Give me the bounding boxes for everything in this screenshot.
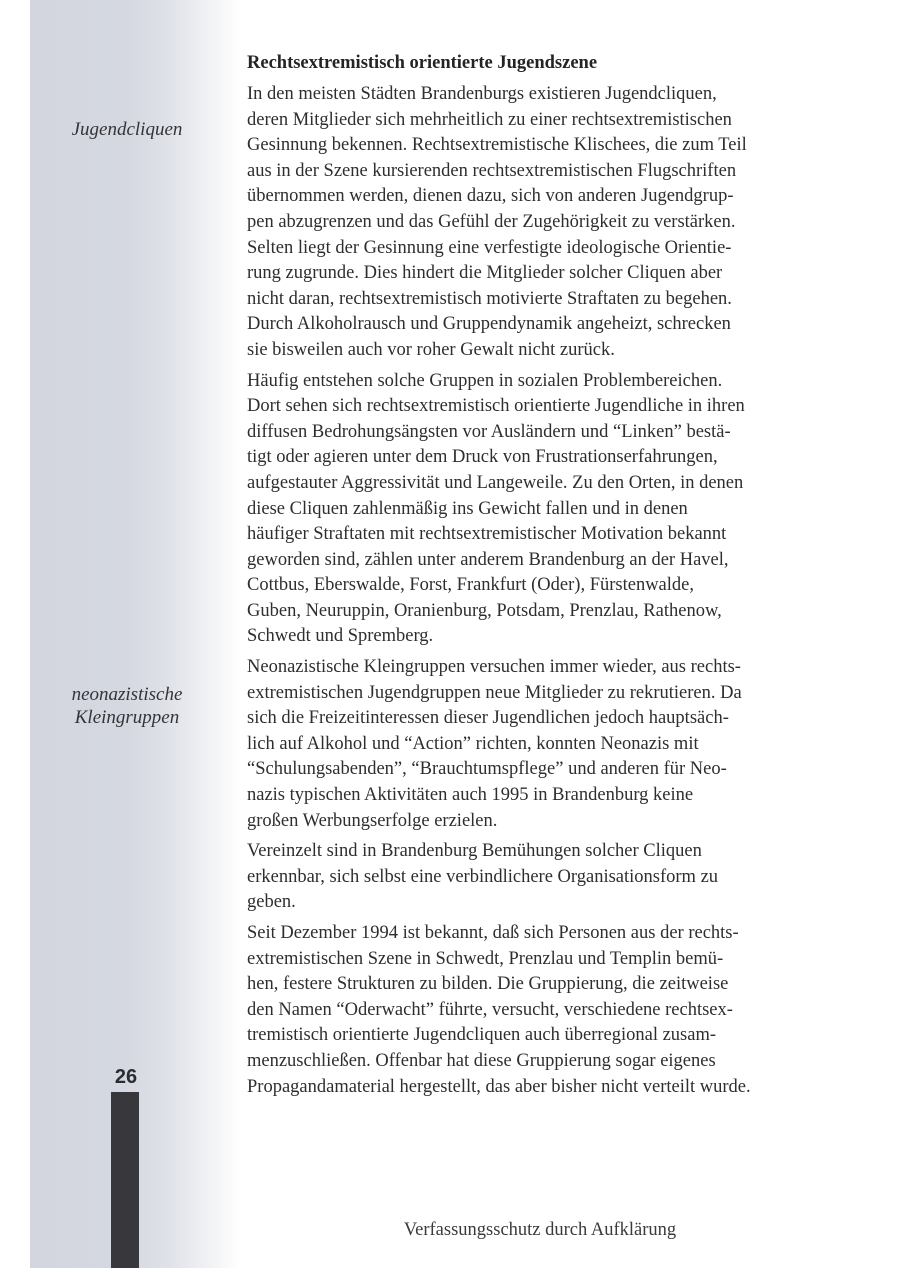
text-line: Neonazistische Kleingruppen versuchen immer wieder, aus rechts- <box>247 657 741 678</box>
text-line: rung zugrunde. Dies hindert die Mitglieder solcher Cliquen aber <box>247 263 723 284</box>
text-line: sich die Freizeitinteressen dieser Jugendlichen jedoch hauptsäch- <box>247 708 729 729</box>
text-line: sie bisweilen auch vor roher Gewalt nicht zurück. <box>247 339 615 360</box>
text-line: erkennbar, sich selbst eine verbindlichere Organisationsform zu <box>247 866 719 887</box>
main-content <box>247 52 847 1105</box>
text-line: lich auf Alkohol und “Action” richten, konnten Neonazis mit <box>247 733 699 754</box>
text-line: menzuschließen. Offenbar hat diese Gruppierung sogar eigenes <box>247 1050 716 1071</box>
text-line: großen Werbungserfolge erzielen. <box>247 810 498 831</box>
text-line: geben. <box>247 892 296 913</box>
text-line: tigt oder agieren unter dem Druck von Frustrationserfahrungen, <box>247 447 718 468</box>
paragraph-3 <box>247 655 847 834</box>
text-line: Dort sehen sich rechtsextremistisch orientierte Jugendliche in ihren <box>247 396 745 417</box>
text-line: Häufig entstehen solche Gruppen in sozialen Problembereichen. <box>247 370 723 391</box>
text-line: aus in der Szene kursierenden rechtsextremistischen Flugschriften <box>247 160 737 181</box>
text-line: diffusen Bedrohungsängsten vor Ausländern und “Linken” bestä- <box>247 421 731 442</box>
text-line: geworden sind, zählen unter anderem Brandenburg an der Havel, <box>247 549 729 570</box>
text-line: hen, festere Strukturen zu bilden. Die Gruppierung, die zeitweise <box>247 974 729 995</box>
text-line: Selten liegt der Gesinnung eine verfestigte ideologische Orientie- <box>247 237 732 258</box>
text-line: Gesinnung bekennen. Rechtsextremistische Klischees, die zum Teil <box>247 135 747 156</box>
text-line: “Schulungsabenden”, “Brauchtumspflege” und anderen für Neo- <box>247 759 727 780</box>
text-line: deren Mitglieder sich mehrheitlich zu einer rechtsextremistischen <box>247 109 732 130</box>
margin-note-jugendcliquen <box>37 118 217 141</box>
margin-note-line: Jugendcliquen <box>71 119 183 140</box>
text-line: Schwedt und Spremberg. <box>247 626 434 647</box>
text-line: Propagandamaterial hergestellt, das aber bisher nicht verteilt wurde. <box>247 1076 751 1097</box>
page-footer: Verfassungsschutz durch Aufklärung <box>403 1220 677 1240</box>
paragraph-1 <box>247 82 847 364</box>
text-line: Cottbus, Eberswalde, Forst, Frankfurt (Oder), Fürstenwalde, <box>247 575 694 596</box>
text-line: Durch Alkoholrausch und Gruppendynamik angeheizt, schrecken <box>247 314 731 335</box>
text-line: nazis typischen Aktivitäten auch 1995 in Brandenburg keine <box>247 785 694 806</box>
text-line: tremistisch orientierte Jugendcliquen auch überregional zusam- <box>247 1025 717 1046</box>
text-line: häufiger Straftaten mit rechtsextremistischer Motivation bekannt <box>247 524 727 545</box>
paragraph-4 <box>247 839 847 916</box>
text-line: extremistischen Szene in Schwedt, Prenzlau und Templin bemü- <box>247 948 724 969</box>
margin-note-line: neonazistische <box>71 684 183 705</box>
text-line: In den meisten Städten Brandenburgs existieren Jugendcliquen, <box>247 84 717 104</box>
page-number: 26 <box>114 1066 138 1088</box>
text-line: diese Cliquen zahlenmäßig ins Gewicht fallen und in denen <box>247 498 688 519</box>
text-line: pen abzugrenzen und das Gefühl der Zugehörigkeit zu verstärken. <box>247 211 736 232</box>
section-heading: Rechtsextremistisch orientierte Jugendszene <box>247 53 598 73</box>
margin-note-line: Kleingruppen <box>74 707 180 728</box>
margin-note-neonazistische-kleingruppen <box>37 683 217 729</box>
text-line: Seit Dezember 1994 ist bekannt, daß sich Personen aus der rechts- <box>247 923 739 943</box>
text-line: extremistischen Jugendgruppen neue Mitglieder zu rekrutieren. Da <box>247 682 742 703</box>
text-line: aufgestauter Aggressivität und Langeweile. Zu den Orten, in denen <box>247 472 744 493</box>
page-number-bar <box>111 1092 139 1268</box>
text-line: übernommen werden, dienen dazu, sich von anderen Jugendgrup- <box>247 186 734 207</box>
text-line: Guben, Neuruppin, Oranienburg, Potsdam, Prenzlau, Rathenow, <box>247 600 722 621</box>
paragraph-2 <box>247 369 847 651</box>
text-line: nicht daran, rechtsextremistisch motivierte Straftaten zu begehen. <box>247 288 732 309</box>
text-line: den Namen “Oderwacht” führte, versucht, verschiedene rechtsex- <box>247 999 733 1020</box>
paragraph-5 <box>247 921 847 1100</box>
text-line: Vereinzelt sind in Brandenburg Bemühungen solcher Cliquen <box>247 841 702 862</box>
